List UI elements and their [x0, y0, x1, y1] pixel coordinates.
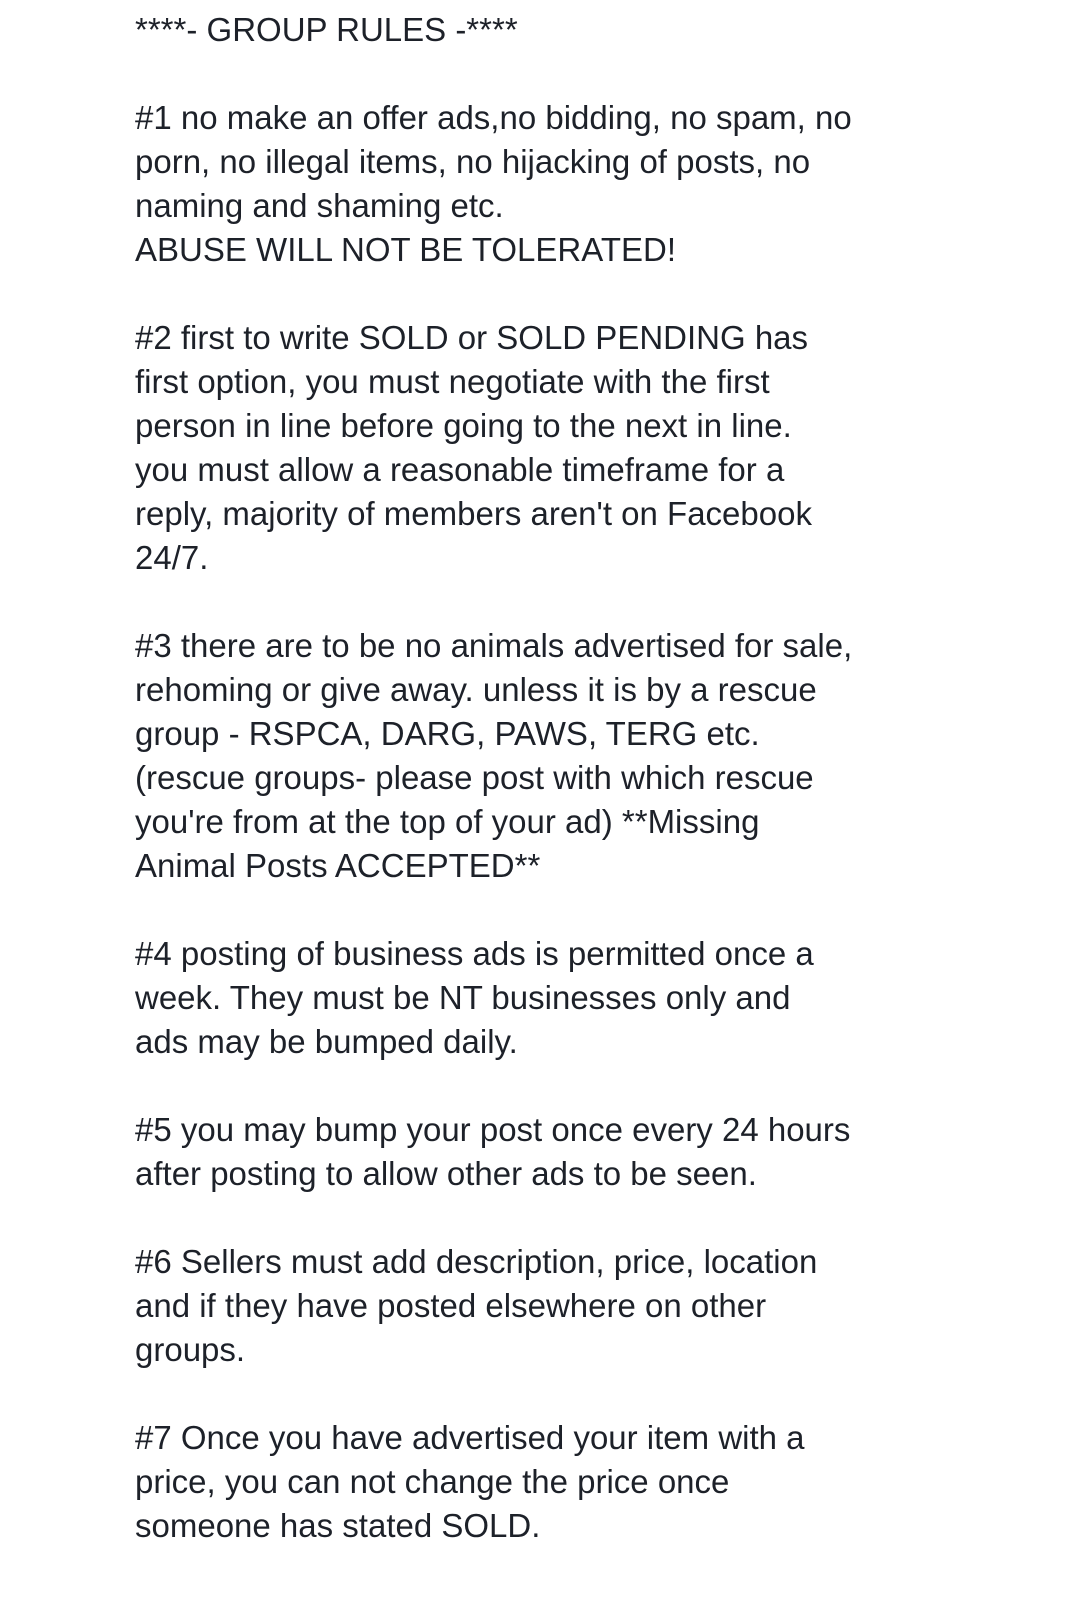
rule-line: #7 Once you have advertised your item with a	[135, 1419, 805, 1456]
group-rules-post	[135, 8, 955, 1548]
rule-line: #2 first to write SOLD or SOLD PENDING has	[135, 319, 809, 356]
rule-line: (rescue groups- please post with which rescue	[135, 759, 814, 796]
rule-line: #3 there are to be no animals advertised for sale,	[135, 627, 853, 664]
paragraph-gap	[135, 1372, 955, 1416]
rule-line: reply, majority of members aren't on Facebook	[135, 495, 812, 532]
rule-line: #6 Sellers must add description, price, location	[135, 1243, 818, 1280]
rule-5	[135, 1108, 955, 1196]
rule-line: #5 you may bump your post once every 24 hours	[135, 1111, 851, 1148]
rule-2	[135, 316, 955, 580]
rule-line: you must allow a reasonable timeframe for a	[135, 451, 785, 488]
rule-line: Animal Posts ACCEPTED**	[135, 847, 541, 884]
rule-line: #1 no make an offer ads,no bidding, no spam, no	[135, 99, 852, 136]
rules-title: ****- GROUP RULES -****	[135, 11, 518, 48]
rule-line: #4 posting of business ads is permitted once a	[135, 935, 814, 972]
paragraph-gap	[135, 888, 955, 932]
rule-line: week. They must be NT businesses only and	[135, 979, 791, 1016]
rule-1	[135, 96, 955, 272]
paragraph-gap	[135, 1064, 955, 1108]
rule-line: 24/7.	[135, 539, 209, 576]
paragraph-gap	[135, 1196, 955, 1240]
paragraph-gap	[135, 580, 955, 624]
rule-line: porn, no illegal items, no hijacking of posts, no	[135, 143, 811, 180]
paragraph-gap	[135, 52, 955, 96]
rule-7	[135, 1416, 955, 1548]
rule-line: first option, you must negotiate with the first	[135, 363, 770, 400]
rule-6	[135, 1240, 955, 1372]
paragraph-gap	[135, 272, 955, 316]
rule-line: after posting to allow other ads to be seen.	[135, 1155, 757, 1192]
rule-line: and if they have posted elsewhere on other	[135, 1287, 767, 1324]
rule-line: naming and shaming etc.	[135, 187, 504, 224]
rule-line: price, you can not change the price once	[135, 1463, 730, 1500]
rule-line: groups.	[135, 1331, 246, 1368]
rule-line: person in line before going to the next in line.	[135, 407, 792, 444]
rule-line: you're from at the top of your ad) **Missing	[135, 803, 760, 840]
rule-line: rehoming or give away. unless it is by a rescue	[135, 671, 817, 708]
rule-line: someone has stated SOLD.	[135, 1507, 541, 1544]
rule-line: group - RSPCA, DARG, PAWS, TERG etc.	[135, 715, 760, 752]
rule-4	[135, 932, 955, 1064]
rule-line: ABUSE WILL NOT BE TOLERATED!	[135, 231, 676, 268]
rule-line: ads may be bumped daily.	[135, 1023, 518, 1060]
rule-3	[135, 624, 955, 888]
